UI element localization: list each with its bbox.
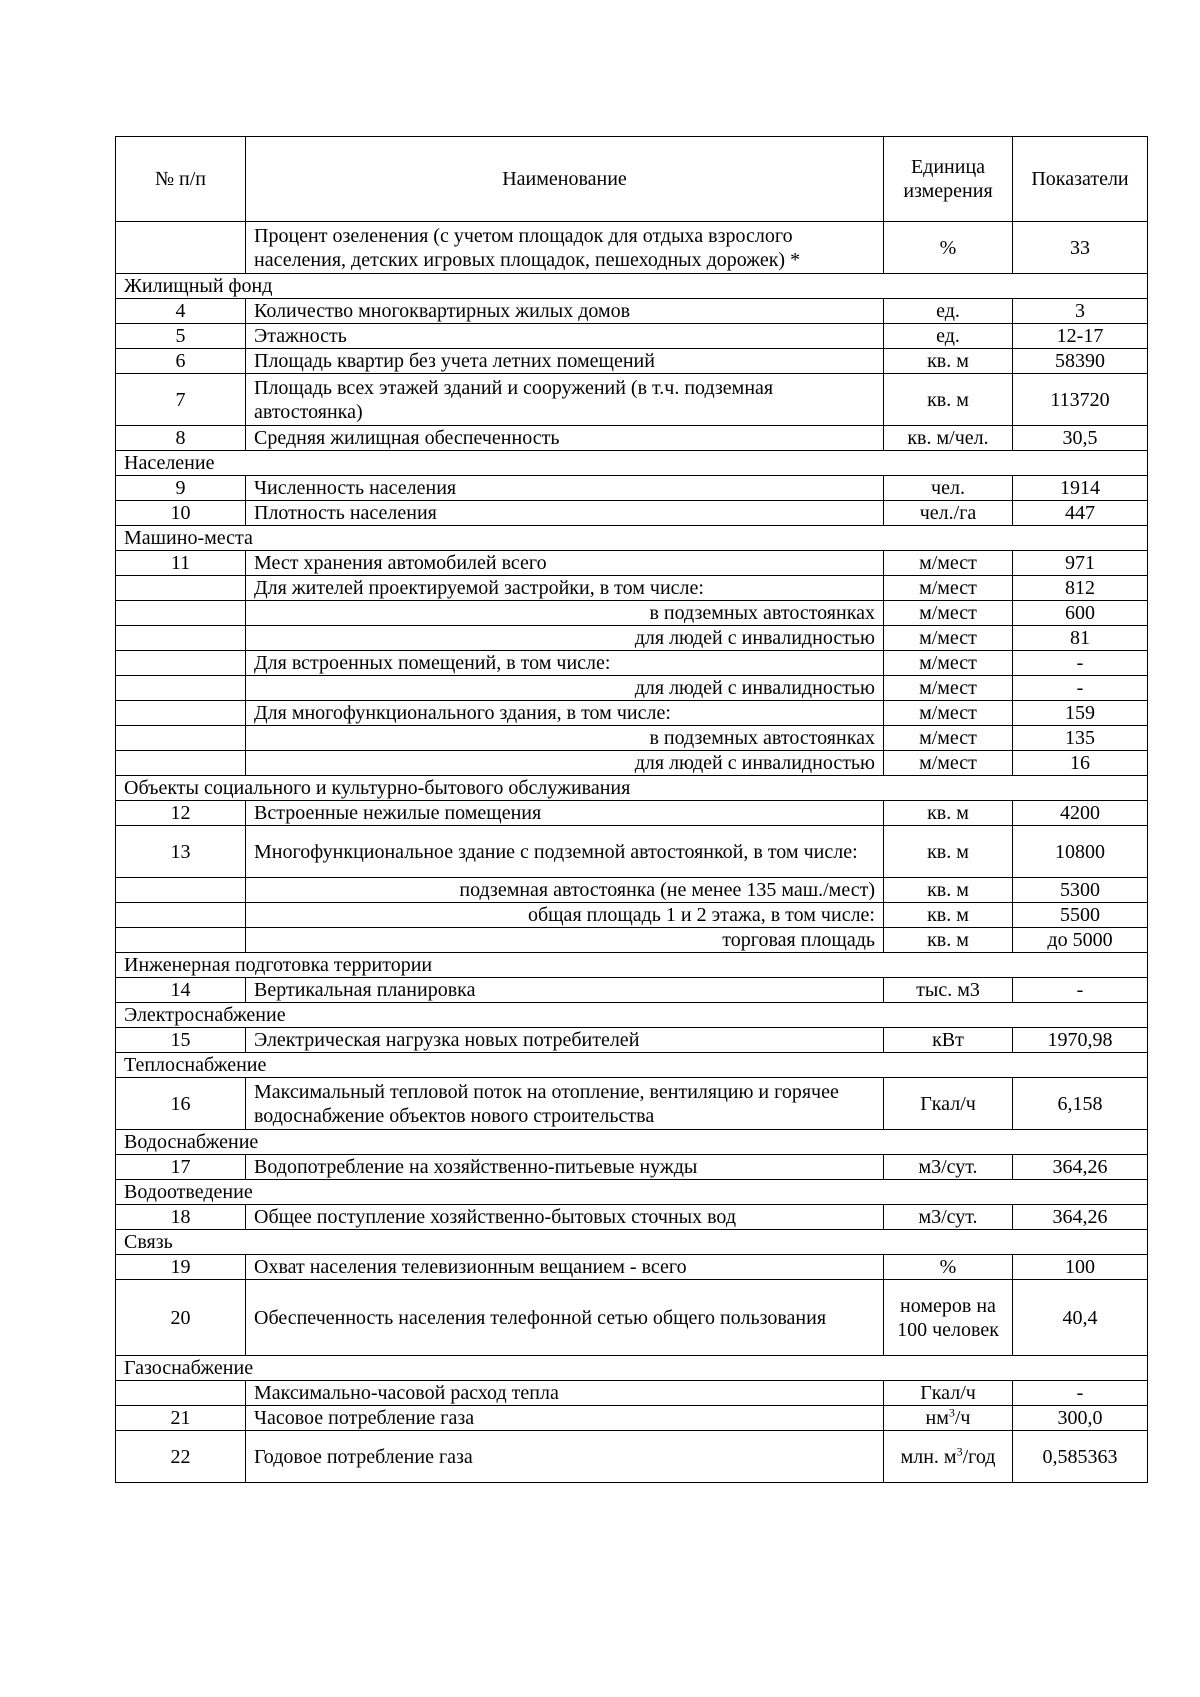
section-row [116, 1356, 1148, 1381]
row-name: Средняя жилищная обеспеченность [246, 426, 884, 451]
row-value: 30,5 [1013, 426, 1148, 451]
row-name: Общее поступление хозяйственно-бытовых сточных вод [246, 1205, 884, 1230]
row-value: 5500 [1013, 903, 1148, 928]
row-value: 58390 [1013, 349, 1148, 374]
row-number [116, 601, 246, 626]
table-row [116, 676, 1148, 701]
row-value: 33 [1013, 222, 1148, 274]
row-number: 14 [116, 978, 246, 1003]
row-value: 300,0 [1013, 1406, 1148, 1431]
row-number: 9 [116, 476, 246, 501]
header-unit-line1: Единица [910, 156, 986, 178]
row-number: 19 [116, 1255, 246, 1280]
table-row [116, 1028, 1148, 1053]
table-row [116, 1406, 1148, 1431]
row-number: 10 [116, 501, 246, 526]
row-unit: м3/сут. [884, 1155, 1013, 1180]
row-name: для людей с инвалидностью [246, 751, 884, 776]
row-unit: ед. [884, 324, 1013, 349]
table-row [116, 751, 1148, 776]
row-value: 1914 [1013, 476, 1148, 501]
row-unit: Гкал/ч [884, 1381, 1013, 1406]
row-value: до 5000 [1013, 928, 1148, 953]
row-value: 812 [1013, 576, 1148, 601]
row-unit: м/мест [884, 551, 1013, 576]
row-name: Многофункциональное здание с подземной автостоянкой, в том числе: [246, 826, 884, 878]
row-number [116, 878, 246, 903]
table-row [116, 374, 1148, 426]
row-number: 18 [116, 1205, 246, 1230]
unit-prefix: млн. м [900, 1445, 957, 1468]
table-row [116, 1205, 1148, 1230]
row-value: 81 [1013, 626, 1148, 651]
row-name: Максимальный тепловой поток на отопление, вентиляцию и горячее водоснабжение объектов нового строительства [246, 1078, 884, 1130]
row-unit: ед. [884, 299, 1013, 324]
row-number [116, 651, 246, 676]
row-name: Площадь всех этажей зданий и сооружений (в т.ч. подземная автостоянка) [246, 374, 884, 426]
row-value: 135 [1013, 726, 1148, 751]
row-value: 12-17 [1013, 324, 1148, 349]
row-number [116, 751, 246, 776]
table-row [116, 299, 1148, 324]
row-number [116, 676, 246, 701]
row-name: Плотность населения [246, 501, 884, 526]
row-number [116, 576, 246, 601]
row-name: Годовое потребление газа [246, 1431, 884, 1483]
row-value: 0,585363 [1013, 1431, 1148, 1483]
row-value: - [1013, 676, 1148, 701]
row-unit: м/мест [884, 626, 1013, 651]
table-row [116, 476, 1148, 501]
section-row [116, 1053, 1148, 1078]
section-row [116, 274, 1148, 299]
section-title: Электроснабжение [116, 1003, 1148, 1028]
row-number [116, 726, 246, 751]
table-row [116, 978, 1148, 1003]
row-value: 10800 [1013, 826, 1148, 878]
table-row [116, 1280, 1148, 1356]
row-unit: м/мест [884, 601, 1013, 626]
section-title: Объекты социального и культурно-бытового обслуживания [116, 776, 1148, 801]
row-name: Для встроенных помещений, в том числе: [246, 651, 884, 676]
table-row [116, 928, 1148, 953]
row-name: в подземных автостоянках [246, 726, 884, 751]
row-value: 3 [1013, 299, 1148, 324]
row-number [116, 222, 246, 274]
table-row [116, 801, 1148, 826]
row-name: общая площадь 1 и 2 этажа, в том числе: [246, 903, 884, 928]
row-number [116, 1381, 246, 1406]
row-value: 364,26 [1013, 1155, 1148, 1180]
row-unit: Гкал/ч [884, 1078, 1013, 1130]
row-unit: кв. м [884, 903, 1013, 928]
row-name: Часовое потребление газа [246, 1406, 884, 1431]
row-unit: м3/сут. [884, 1205, 1013, 1230]
row-unit: кв. м [884, 349, 1013, 374]
table-row [116, 551, 1148, 576]
row-name: Количество многоквартирных жилых домов [246, 299, 884, 324]
row-value: - [1013, 978, 1148, 1003]
row-number [116, 928, 246, 953]
section-title: Водоснабжение [116, 1130, 1148, 1155]
table-row [116, 878, 1148, 903]
section-title: Газоснабжение [116, 1356, 1148, 1381]
row-name: Обеспеченность населения телефонной сетью общего пользования [246, 1280, 884, 1356]
row-name: в подземных автостоянках [246, 601, 884, 626]
row-value: 6,158 [1013, 1078, 1148, 1130]
row-value: 600 [1013, 601, 1148, 626]
row-value: 1970,98 [1013, 1028, 1148, 1053]
row-name: для людей с инвалидностью [246, 676, 884, 701]
row-number: 13 [116, 826, 246, 878]
row-number: 5 [116, 324, 246, 349]
section-row [116, 953, 1148, 978]
section-title: Инженерная подготовка территории [116, 953, 1148, 978]
indicators-table [115, 136, 1148, 1483]
row-name: Встроенные нежилые помещения [246, 801, 884, 826]
section-row [116, 526, 1148, 551]
row-unit: чел./га [884, 501, 1013, 526]
row-unit: % [884, 222, 1013, 274]
table-row [116, 826, 1148, 878]
row-name: Площадь квартир без учета летних помещений [246, 349, 884, 374]
row-unit: чел. [884, 476, 1013, 501]
row-value: 100 [1013, 1255, 1148, 1280]
row-unit: номеров на 100 человек [884, 1280, 1013, 1356]
table-row [116, 501, 1148, 526]
unit-suffix: /ч [954, 1407, 971, 1429]
row-unit [884, 1406, 1013, 1431]
section-title: Машино-места [116, 526, 1148, 551]
row-number: 4 [116, 299, 246, 324]
header-num: № п/п [116, 137, 246, 222]
row-name: для людей с инвалидностью [246, 626, 884, 651]
row-unit: м/мест [884, 751, 1013, 776]
row-value: 364,26 [1013, 1205, 1148, 1230]
row-number: 8 [116, 426, 246, 451]
table-row [116, 1155, 1148, 1180]
section-row [116, 451, 1148, 476]
row-name: Охват населения телевизионным вещанием - всего [246, 1255, 884, 1280]
row-value: - [1013, 1381, 1148, 1406]
unit-superscript: 3 [956, 1443, 963, 1458]
row-number: 20 [116, 1280, 246, 1356]
table-row [116, 601, 1148, 626]
row-value: 16 [1013, 751, 1148, 776]
row-unit: кв. м/чел. [884, 426, 1013, 451]
row-value: 113720 [1013, 374, 1148, 426]
table-row [116, 1255, 1148, 1280]
row-name: Максимально-часовой расход тепла [246, 1381, 884, 1406]
table-row [116, 651, 1148, 676]
section-row [116, 1130, 1148, 1155]
table-row [116, 701, 1148, 726]
table-row [116, 349, 1148, 374]
row-unit: м/мест [884, 676, 1013, 701]
row-number: 22 [116, 1431, 246, 1483]
header-value: Показатели [1013, 137, 1148, 222]
row-number [116, 626, 246, 651]
unit-superscript: 3 [948, 1405, 955, 1420]
row-unit: тыс. м3 [884, 978, 1013, 1003]
row-name: Для многофункционального здания, в том числе: [246, 701, 884, 726]
row-unit [884, 1431, 1013, 1483]
row-unit: кВт [884, 1028, 1013, 1053]
table-row [116, 626, 1148, 651]
row-name: Вертикальная планировка [246, 978, 884, 1003]
row-name: Для жителей проектируемой застройки, в том числе: [246, 576, 884, 601]
section-title: Население [116, 451, 1148, 476]
row-number: 6 [116, 349, 246, 374]
row-number [116, 701, 246, 726]
section-row [116, 1180, 1148, 1205]
table-row [116, 222, 1148, 274]
row-value: 40,4 [1013, 1280, 1148, 1356]
row-number: 15 [116, 1028, 246, 1053]
row-value: 971 [1013, 551, 1148, 576]
header-row [116, 137, 1148, 222]
table-row [116, 726, 1148, 751]
row-number: 17 [116, 1155, 246, 1180]
section-row [116, 776, 1148, 801]
table-row [116, 903, 1148, 928]
section-title: Теплоснабжение [116, 1053, 1148, 1078]
row-name: Процент озеленения (с учетом площадок для отдыха взрослого населения, детских игровых площадок, пешеходных дорожек) * [246, 222, 884, 274]
section-title: Жилищный фонд [116, 274, 1148, 299]
row-unit: м/мест [884, 651, 1013, 676]
section-row [116, 1230, 1148, 1255]
header-name: Наименование [246, 137, 884, 222]
table-row [116, 1381, 1148, 1406]
table-row [116, 1431, 1148, 1483]
row-unit: кв. м [884, 374, 1013, 426]
header-unit-line2: измерения [903, 180, 993, 202]
table-row [116, 324, 1148, 349]
row-number: 21 [116, 1406, 246, 1431]
row-value: 159 [1013, 701, 1148, 726]
row-value: 5300 [1013, 878, 1148, 903]
table-row [116, 426, 1148, 451]
unit-prefix: нм [925, 1407, 949, 1429]
row-number [116, 903, 246, 928]
row-name: подземная автостоянка (не менее 135 маш./мест) [246, 878, 884, 903]
row-name: Численность населения [246, 476, 884, 501]
row-number: 11 [116, 551, 246, 576]
row-number: 16 [116, 1078, 246, 1130]
row-number: 7 [116, 374, 246, 426]
row-unit: м/мест [884, 576, 1013, 601]
row-value: - [1013, 651, 1148, 676]
header-unit [884, 137, 1013, 222]
section-title: Связь [116, 1230, 1148, 1255]
section-row [116, 1003, 1148, 1028]
row-name: Этажность [246, 324, 884, 349]
row-unit: м/мест [884, 726, 1013, 751]
section-title: Водоотведение [116, 1180, 1148, 1205]
row-unit: м/мест [884, 701, 1013, 726]
row-name: Мест хранения автомобилей всего [246, 551, 884, 576]
row-name: Водопотребление на хозяйственно-питьевые нужды [246, 1155, 884, 1180]
row-unit: кв. м [884, 878, 1013, 903]
row-unit: % [884, 1255, 1013, 1280]
row-unit: кв. м [884, 928, 1013, 953]
table-row [116, 1078, 1148, 1130]
row-value: 447 [1013, 501, 1148, 526]
row-name: торговая площадь [246, 928, 884, 953]
row-unit: кв. м [884, 801, 1013, 826]
table-row [116, 576, 1148, 601]
row-name: Электрическая нагрузка новых потребителей [246, 1028, 884, 1053]
unit-suffix: /год [962, 1445, 996, 1468]
row-unit: кв. м [884, 826, 1013, 878]
row-value: 4200 [1013, 801, 1148, 826]
row-number: 12 [116, 801, 246, 826]
